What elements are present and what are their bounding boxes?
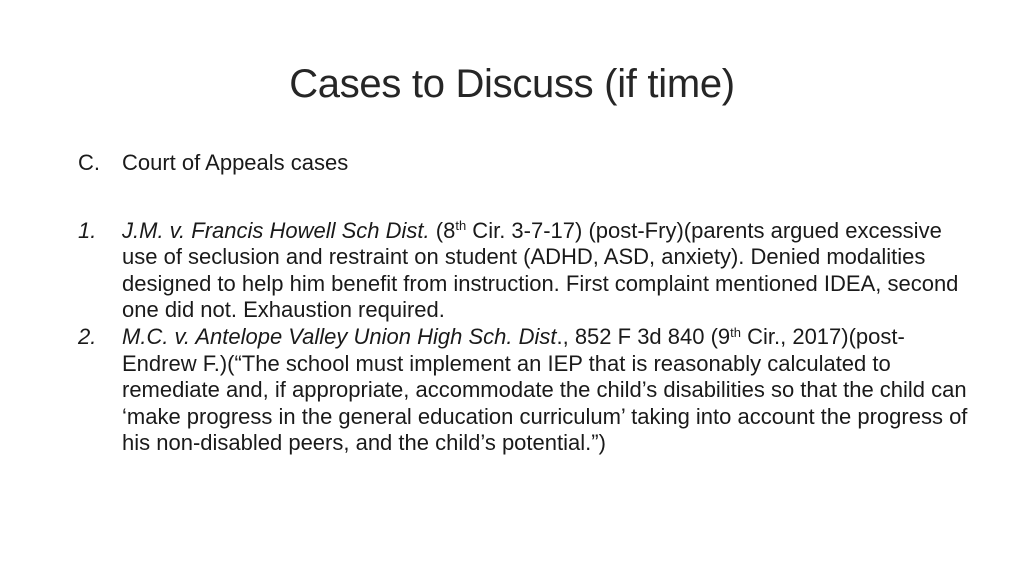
case-2-marker: 2. [78,323,97,349]
case-1-citation-start: (8 [429,217,456,243]
case-2-citation-start: ., 852 F 3d 840 (9 [556,323,731,349]
case-1-ordinal-suffix: th [455,218,467,234]
section-label: Court of Appeals cases [122,150,349,175]
case-item-2 [78,324,978,457]
case-2-ordinal-suffix: th [730,324,741,340]
section-marker: C. [78,150,100,175]
case-item-1 [78,218,978,324]
case-1-marker: 1. [78,217,97,243]
case-1-name: J.M. v. Francis Howell Sch Dist. [122,217,430,243]
slide-title: Cases to Discuss (if time) [289,62,735,106]
case-1-description: Cir. 3-7-17) (post-Fry)(parents argued excessive use of seclusion and restraint on student (ADHD, ASD, anxiety). Denied modalities designed to help him benefit from instruction. First complaint mentioned IDEA, second one did not. Exhaustion required. [122,217,959,323]
case-2-name: M.C. v. Antelope Valley Union High Sch. Dist [122,323,557,349]
slide-content [78,150,978,457]
case-2-description: Cir., 2017)(post-Endrew F.)(“The school must implement an IEP that is reasonably calculated to remediate and, if appropriate, accommodate the child’s disabilities so that the child can ‘make progress in the general education curriculum’ taking into account the progress of his non-disabled peers, and the child’s potential.”) [122,323,968,456]
section-heading [78,150,978,177]
